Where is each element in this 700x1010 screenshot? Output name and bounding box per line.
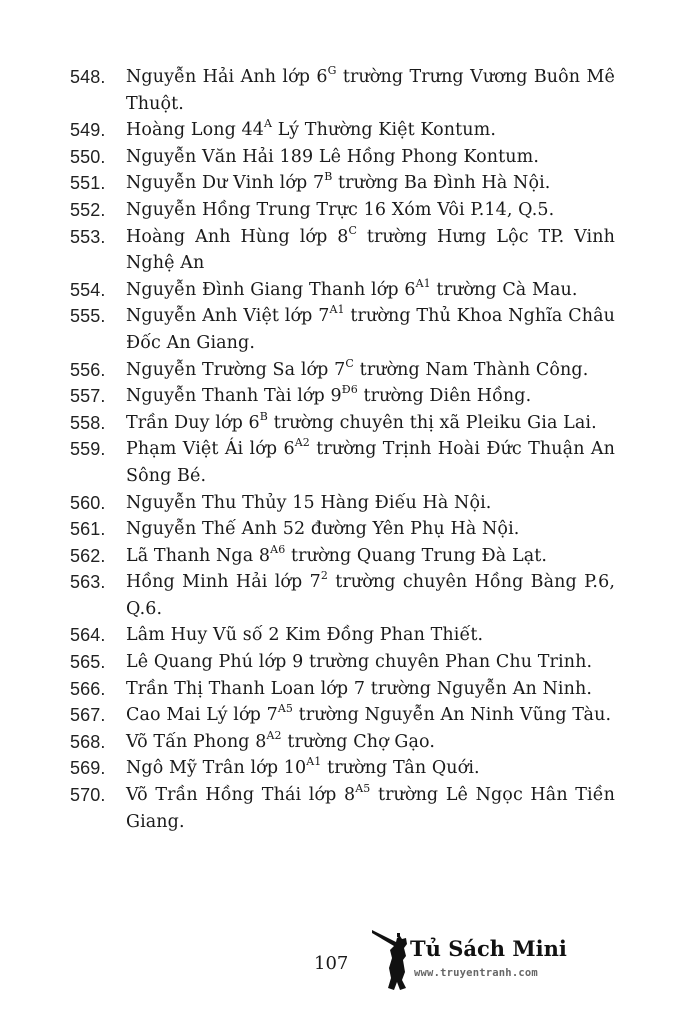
list-entry [70, 516, 615, 543]
list-entry [70, 117, 615, 144]
entry-text-main: Nguyễn Văn Hải 189 Lê Hồng Phong Kontum. [126, 146, 540, 167]
entry-number: 548. [70, 67, 106, 87]
entry-text [126, 543, 615, 570]
entry-number: 568. [70, 731, 106, 752]
entry-text [126, 357, 615, 384]
list-entry [70, 702, 615, 729]
entry-text-main: Hoàng Long 44 [126, 120, 265, 141]
entry-text-main: Phạm Việt Ái lớp 6 [126, 439, 295, 460]
entry-text-main: Trần Thị Thanh Loan lớp 7 trường Nguyễn An Ninh. [126, 678, 592, 699]
entry-text-main: Nguyễn Thanh Tài lớp 9 [126, 386, 342, 407]
entry-text [126, 729, 615, 756]
list-entry [70, 64, 615, 117]
entry-text-main: Hoàng Anh Hùng lớp 8 [126, 226, 349, 247]
entry-text-rest: trường Nam Thành Công. [353, 359, 589, 380]
entry-text-main: Nguyễn Thế Anh 52 đường Yên Phụ Hà Nội. [126, 519, 520, 540]
class-superscript: A5 [355, 782, 371, 796]
entry-text-main: Nguyễn Hồng Trung Trực 16 Xóm Vôi P.14, Q.5. [126, 199, 555, 220]
entry-text-rest: trường chuyên Hồng Bàng P.6, Q.6. [126, 572, 615, 619]
entry-number: 559. [70, 439, 106, 460]
entry-text [126, 197, 615, 224]
class-superscript: A1 [415, 276, 431, 290]
entry-text-main: Lã Thanh Nga 8 [126, 545, 271, 566]
list-entry [70, 383, 615, 410]
list-entry [70, 436, 615, 489]
list-entry [70, 277, 615, 304]
class-superscript: A1 [329, 303, 345, 317]
entry-text-main: Võ Tấn Phong 8 [126, 731, 267, 752]
entry-text [126, 277, 615, 304]
list-entry [70, 303, 615, 356]
entry-number: 553. [70, 226, 106, 247]
entry-text [126, 117, 615, 144]
entry-text-rest: trường Chợ Gạo. [281, 731, 436, 752]
entry-number: 569. [70, 758, 106, 779]
logo-url: www.truyentranh.com [414, 967, 538, 979]
entry-number: 562. [70, 545, 106, 566]
entry-text-rest: Lý Thường Kiệt Kontum. [272, 120, 496, 141]
class-superscript: Đ6 [341, 383, 358, 397]
entry-text [126, 144, 615, 171]
entry-text-main: Lâm Huy Vũ số 2 Kim Đồng Phan Thiết. [126, 625, 484, 646]
class-superscript: B [259, 409, 268, 423]
entry-text-main: Trần Duy lớp 6 [126, 412, 260, 433]
list-entry [70, 197, 615, 224]
list-entry [70, 224, 615, 277]
list-entry [70, 782, 615, 835]
name-list [70, 64, 615, 835]
entry-text-main: Nguyễn Đình Giang Thanh lớp 6 [126, 279, 416, 300]
list-entry [70, 357, 615, 384]
entry-text-main: Võ Trần Hồng Thái lớp 8 [126, 785, 356, 806]
class-superscript: C [348, 223, 358, 237]
entry-number: 565. [70, 652, 106, 673]
entry-number: 570. [70, 785, 106, 806]
entry-number: 567. [70, 705, 106, 726]
entry-text [126, 170, 615, 197]
entry-text [126, 569, 615, 622]
entry-number: 561. [70, 519, 106, 540]
entry-text-rest: trường Trưng Vương Buôn Mê Thuột. [126, 67, 615, 114]
class-superscript: A2 [266, 728, 282, 742]
entry-number: 550. [70, 146, 106, 167]
entry-text-rest: trường chuyên thị xã Pleiku Gia Lai. [267, 412, 597, 433]
entry-text-rest: trường Trịnh Hoài Đức Thuận An Sông Bé. [126, 439, 615, 486]
entry-text-rest: trường Lê Ngọc Hân Tiền Giang. [126, 785, 615, 832]
entry-number: 555. [70, 306, 106, 327]
class-superscript: C [345, 356, 354, 370]
class-superscript: A5 [277, 702, 293, 716]
entry-text [126, 676, 615, 703]
list-entry [70, 729, 615, 756]
entry-text-rest: trường Diên Hồng. [357, 386, 532, 407]
entry-number: 549. [70, 120, 106, 141]
entry-text-main: Nguyễn Hải Anh lớp 6 [126, 67, 328, 87]
list-entry [70, 676, 615, 703]
class-superscript: A2 [294, 436, 310, 450]
entry-text-rest: trường Quang Trung Đà Lạt. [285, 545, 548, 566]
entry-text [126, 383, 615, 410]
class-superscript: A1 [306, 755, 322, 769]
list-entry [70, 649, 615, 676]
entry-text [126, 224, 615, 277]
class-superscript: A [264, 117, 273, 131]
entry-text [126, 64, 615, 117]
class-superscript: G [327, 64, 337, 77]
entry-text-main: Ngô Mỹ Trân lớp 10 [126, 758, 307, 779]
entry-number: 563. [70, 572, 106, 593]
entry-text-main: Lê Quang Phú lớp 9 trường chuyên Phan Chu Trinh. [126, 652, 593, 673]
entry-text-rest: trường Hưng Lộc TP. Vinh Nghệ An [126, 226, 615, 274]
entry-text-main: Nguyễn Dư Vinh lớp 7 [126, 173, 325, 194]
list-entry [70, 755, 615, 782]
entry-text [126, 649, 615, 676]
page-number: 107 [314, 953, 349, 974]
entry-number: 566. [70, 678, 106, 699]
entry-number: 558. [70, 412, 106, 433]
class-superscript: B [324, 170, 333, 184]
list-entry [70, 569, 615, 622]
entry-text [126, 490, 615, 517]
entry-number: 554. [70, 279, 106, 300]
entry-text [126, 436, 615, 489]
entry-number: 557. [70, 386, 106, 407]
entry-text-main: Nguyễn Anh Việt lớp 7 [126, 306, 330, 327]
list-entry [70, 622, 615, 649]
entry-text-rest: trường Cà Mau. [430, 279, 578, 300]
entry-text [126, 516, 615, 543]
entry-number: 551. [70, 173, 106, 194]
list-entry [70, 144, 615, 171]
publisher-watermark [370, 922, 567, 992]
entry-number: 560. [70, 492, 106, 513]
class-superscript: A6 [270, 542, 286, 556]
list-entry [70, 170, 615, 197]
entry-text [126, 702, 615, 729]
entry-number: 564. [70, 625, 106, 646]
list-entry [70, 543, 615, 570]
class-superscript: 2 [320, 569, 328, 583]
entry-text [126, 622, 615, 649]
entry-text-main: Nguyễn Trường Sa lớp 7 [126, 359, 346, 380]
entry-text-main: Nguyễn Thu Thủy 15 Hàng Điếu Hà Nội. [126, 492, 492, 513]
entry-number: 556. [70, 359, 106, 380]
entry-text [126, 755, 615, 782]
entry-text [126, 782, 615, 835]
logo-title: Tủ Sách Mini [410, 936, 567, 961]
entry-number: 552. [70, 199, 106, 220]
entry-text-main: Hồng Minh Hải lớp 7 [126, 572, 321, 593]
entry-text [126, 410, 615, 437]
entry-text [126, 303, 615, 356]
list-entry [70, 410, 615, 437]
entry-text-rest: trường Thủ Khoa Nghĩa Châu Đốc An Giang. [126, 306, 615, 353]
entry-text-rest: trường Tân Quới. [321, 758, 480, 779]
list-entry [70, 490, 615, 517]
entry-text-rest: trường Ba Đình Hà Nội. [332, 173, 551, 194]
entry-text-main: Cao Mai Lý lớp 7 [126, 705, 278, 726]
entry-text-rest: trường Nguyễn An Ninh Vũng Tàu. [292, 705, 612, 726]
